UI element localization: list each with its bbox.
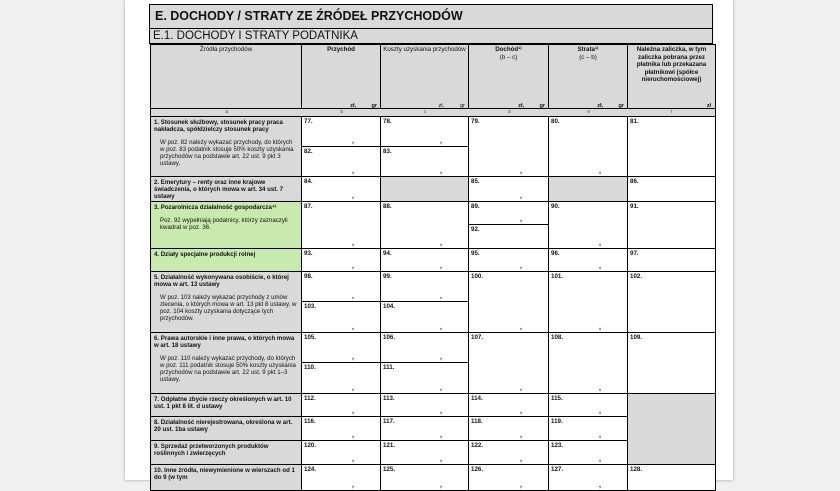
amount-field-104[interactable] xyxy=(380,301,469,333)
amount-field-114[interactable] xyxy=(468,393,549,417)
amount-field-81[interactable] xyxy=(627,116,716,177)
field-number: 119. xyxy=(551,418,563,425)
source-title: 9. Sprzedaż przetworzonych produktów roślinnych i zwierzęcych xyxy=(154,443,269,457)
field-number: 93. xyxy=(304,250,313,257)
amount-field-97[interactable] xyxy=(627,248,716,272)
unit-gr: gr xyxy=(539,102,545,109)
field-number: 114. xyxy=(471,395,483,402)
field-number: 121. xyxy=(383,442,396,449)
decimal-comma: , xyxy=(440,354,442,361)
source-note: W poz. 103 należy wykazać przychody z umów zlecenia, o których mowa w art. 13 pkt 8 ustawy, w poz. 104 koszty uzyskania dotyczące tych przychodów. xyxy=(160,294,297,322)
column-letter: a xyxy=(225,109,229,114)
source-row-r9 xyxy=(150,440,302,465)
header-loss-label: Strata¹⁾ xyxy=(577,46,599,53)
amount-field-85[interactable] xyxy=(468,176,549,202)
amount-field-102[interactable] xyxy=(627,271,716,333)
amount-field-100[interactable] xyxy=(468,271,549,333)
field-number: 84. xyxy=(304,178,313,185)
field-number: 100. xyxy=(471,273,484,280)
source-row-r3 xyxy=(150,201,302,249)
field-number: 109. xyxy=(630,334,643,341)
header-costs xyxy=(380,44,469,114)
amount-field-96[interactable] xyxy=(548,248,628,272)
decimal-comma: , xyxy=(440,138,442,145)
header-advance xyxy=(627,44,716,114)
amount-field-110[interactable] xyxy=(301,362,381,394)
source-note: W poz. 82 należy wykazać przychody, do których w poz. 83 podatnik stosuje 50% koszty uzyskania przychodów na podstawie art. 22 ust. 9 pkt 3 ustawy. xyxy=(160,139,294,167)
tax-form-page xyxy=(125,0,733,489)
decimal-comma: , xyxy=(520,216,522,223)
decimal-comma: , xyxy=(352,432,354,439)
unit-zl: zł, xyxy=(350,102,356,109)
field-number: 88. xyxy=(383,203,392,210)
decimal-comma: , xyxy=(440,263,442,270)
decimal-comma: , xyxy=(599,168,601,175)
field-number: 87. xyxy=(304,203,313,210)
decimal-comma: , xyxy=(520,263,522,270)
amount-field-106[interactable] xyxy=(380,332,469,363)
amount-field-109[interactable] xyxy=(627,332,716,394)
unit-gr: gr xyxy=(371,102,377,109)
amount-field-103[interactable] xyxy=(301,301,381,333)
amount-field-115[interactable] xyxy=(548,393,628,417)
decimal-comma: , xyxy=(599,482,601,489)
amount-field-84[interactable] xyxy=(301,176,381,202)
amount-field-125[interactable] xyxy=(380,464,469,491)
field-number: 108. xyxy=(551,334,564,341)
amount-field-83[interactable] xyxy=(380,146,469,177)
source-row-r6 xyxy=(150,332,302,394)
field-number: 77. xyxy=(304,118,313,125)
amount-field-107[interactable] xyxy=(468,332,549,394)
decimal-comma: , xyxy=(352,385,354,392)
field-number: 122. xyxy=(471,442,484,449)
amount-field-86[interactable] xyxy=(627,176,716,202)
amount-field-113[interactable] xyxy=(380,393,469,417)
amount-field-108[interactable] xyxy=(548,332,628,394)
field-number: 125. xyxy=(383,466,396,473)
amount-field-80[interactable] xyxy=(548,116,628,177)
source-title: 1. Stosunek służbowy, stosunek pracy praca nakładcza, spółdzielczy stosunek pracy xyxy=(154,119,283,133)
amount-field-93[interactable] xyxy=(301,248,381,272)
field-number: 127. xyxy=(551,466,564,473)
decimal-comma: , xyxy=(440,482,442,489)
field-number: 102. xyxy=(630,273,643,280)
source-note: Poz. 92 wypełniają podatnicy, którzy zaznaczyli kwadrat w poz. 36. xyxy=(160,217,288,231)
amount-field-87[interactable] xyxy=(301,201,381,249)
field-number: 91. xyxy=(630,203,639,210)
amount-field-127[interactable] xyxy=(548,464,628,491)
header-loss xyxy=(548,44,628,114)
amount-field-105[interactable] xyxy=(301,332,381,363)
field-number: 78. xyxy=(383,118,392,125)
decimal-comma: , xyxy=(599,456,601,463)
decimal-comma: , xyxy=(440,324,442,331)
decimal-comma: , xyxy=(352,168,354,175)
field-number: 90. xyxy=(551,203,560,210)
decimal-comma: , xyxy=(352,482,354,489)
amount-field-79[interactable] xyxy=(468,116,549,177)
decimal-comma: , xyxy=(599,240,601,247)
decimal-comma: , xyxy=(440,240,442,247)
decimal-comma: , xyxy=(440,293,442,300)
amount-field-99[interactable] xyxy=(380,271,469,302)
amount-field-78[interactable] xyxy=(380,116,469,147)
field-number: 117. xyxy=(383,418,395,425)
field-number: 111. xyxy=(383,364,395,371)
amount-field-123[interactable] xyxy=(548,440,628,465)
amount-field-128[interactable] xyxy=(627,464,716,491)
decimal-comma: , xyxy=(352,456,354,463)
field-number: 89. xyxy=(471,203,480,210)
amount-field-116[interactable] xyxy=(301,416,381,441)
unit-zl: zł, xyxy=(438,102,444,109)
field-number: 97. xyxy=(630,250,639,257)
decimal-comma: , xyxy=(599,432,601,439)
field-number: 103. xyxy=(304,303,317,310)
amount-field-91[interactable] xyxy=(627,201,716,249)
shaded-field xyxy=(627,393,716,465)
field-number: 120. xyxy=(304,442,317,449)
decimal-comma: , xyxy=(440,456,442,463)
field-number: 95. xyxy=(471,250,480,257)
header-revenue-label: Przychód xyxy=(327,46,355,53)
decimal-comma: , xyxy=(352,240,354,247)
header-costs-label: Koszty uzyskania przychodów xyxy=(383,46,466,53)
decimal-comma: , xyxy=(599,385,601,392)
amount-field-98[interactable] xyxy=(301,271,381,302)
decimal-comma: , xyxy=(520,193,522,200)
shaded-field xyxy=(548,176,628,202)
amount-field-120[interactable] xyxy=(301,440,381,465)
field-number: 106. xyxy=(383,334,396,341)
field-number: 113. xyxy=(383,395,395,402)
field-number: 101. xyxy=(551,273,564,280)
field-number: 85. xyxy=(471,178,480,185)
amount-field-89[interactable] xyxy=(468,201,549,225)
field-number: 82. xyxy=(304,148,313,155)
amount-field-88[interactable] xyxy=(380,201,469,249)
field-number: 83. xyxy=(383,148,392,155)
field-number: 105. xyxy=(304,334,317,341)
source-row-r2 xyxy=(150,176,302,202)
decimal-comma: , xyxy=(440,385,442,392)
source-title: 2. Emerytury – renty oraz inne krajowe świadczenia, o których mowa w art. 34 ust. 7 ustawy xyxy=(154,179,284,200)
section-title: E. DOCHODY / STRATY ZE ŹRÓDEŁ PRZYCHODÓW xyxy=(149,4,713,29)
decimal-comma: , xyxy=(599,263,601,270)
amount-field-118[interactable] xyxy=(468,416,549,441)
decimal-comma: , xyxy=(599,324,601,331)
decimal-comma: , xyxy=(352,354,354,361)
amount-field-92[interactable] xyxy=(468,224,549,249)
decimal-comma: , xyxy=(520,324,522,331)
amount-field-95[interactable] xyxy=(468,248,549,272)
decimal-comma: , xyxy=(520,432,522,439)
source-row-r4 xyxy=(150,248,302,272)
amount-field-94[interactable] xyxy=(380,248,469,272)
source-title: 6. Prawa autorskie i inne prawa, o których mowa w art. 18 ustawy xyxy=(154,335,295,349)
source-note: W poz. 110 należy wykazać przychody, do których w poz. 111 podatnik stosuje 50% koszty uzyskania przychodów na podstawie art. 22 ust. 9 pkt 1–3 ustawy. xyxy=(160,355,296,383)
amount-field-122[interactable] xyxy=(468,440,549,465)
column-letter: c xyxy=(424,109,427,114)
field-number: 80. xyxy=(551,118,560,125)
source-row-r5 xyxy=(150,271,302,333)
header-income-label: Dochód¹⁾ xyxy=(495,46,522,53)
source-row-r10 xyxy=(150,464,302,491)
subsection-title: E.1. DOCHODY I STRATY PODATNIKA xyxy=(149,29,713,44)
field-number: 126. xyxy=(471,466,484,473)
header-income xyxy=(468,44,549,114)
source-row-r1 xyxy=(150,116,302,177)
amount-field-119[interactable] xyxy=(548,416,628,441)
source-title: 4. Działy specjalne produkcji rolnej xyxy=(154,251,256,258)
decimal-comma: , xyxy=(520,408,522,415)
field-number: 110. xyxy=(304,364,316,371)
decimal-comma: , xyxy=(352,293,354,300)
decimal-comma: , xyxy=(440,408,442,415)
unit-zl: zł, xyxy=(518,102,524,109)
header-sources xyxy=(150,44,302,114)
decimal-comma: , xyxy=(352,193,354,200)
field-number: 124. xyxy=(304,466,317,473)
field-number: 123. xyxy=(551,442,564,449)
amount-field-124[interactable] xyxy=(301,464,381,491)
decimal-comma: , xyxy=(599,408,601,415)
amount-field-121[interactable] xyxy=(380,440,469,465)
amount-field-90[interactable] xyxy=(548,201,628,249)
source-title: 3. Pozarolnicza działalność gospodarcza⁴⁾ xyxy=(154,204,277,211)
field-number: 86. xyxy=(630,178,639,185)
decimal-comma: , xyxy=(440,168,442,175)
decimal-comma: , xyxy=(352,324,354,331)
field-number: 81. xyxy=(630,118,639,125)
source-title: 7. Odpłatne zbycie rzeczy określonych w art. 10 ust. 1 pkt 8 lit. d ustawy xyxy=(154,396,292,410)
decimal-comma: , xyxy=(352,138,354,145)
field-number: 116. xyxy=(304,418,316,425)
field-number: 99. xyxy=(383,273,392,280)
field-number: 118. xyxy=(471,418,483,425)
unit-zl: zł xyxy=(706,102,711,109)
field-number: 96. xyxy=(551,250,560,257)
header-advance-label: Należna zaliczka, w tym zaliczka pobrana przez płatnika lub przekazana płatnikowi (spółce nieruchomościowej) xyxy=(636,46,707,83)
source-title: 5. Działalność wykonywana osobiście, o której mowa w art. 13 ustawy xyxy=(154,274,289,288)
source-title: 10. Inne źródła, niewymienione w wierszach od 1 do 9 (w tym xyxy=(154,467,295,481)
decimal-comma: , xyxy=(440,432,442,439)
column-letter: b xyxy=(340,109,344,114)
amount-field-111[interactable] xyxy=(380,362,469,394)
source-row-r8 xyxy=(150,416,302,441)
header-revenue xyxy=(301,44,381,114)
decimal-comma: , xyxy=(520,482,522,489)
field-number: 112. xyxy=(304,395,316,402)
field-number: 92. xyxy=(471,226,480,233)
amount-field-126[interactable] xyxy=(468,464,549,491)
header-loss-formula: (c – b) xyxy=(579,53,597,61)
field-number: 98. xyxy=(304,273,313,280)
amount-field-117[interactable] xyxy=(380,416,469,441)
column-letter: d xyxy=(508,109,511,114)
header-sources-label: Źródła przychodów xyxy=(199,46,253,53)
amount-field-112[interactable] xyxy=(301,393,381,417)
amount-field-101[interactable] xyxy=(548,271,628,333)
header-income-formula: (b – c) xyxy=(499,53,518,61)
field-number: 79. xyxy=(471,118,480,125)
decimal-comma: , xyxy=(352,408,354,415)
amount-field-77[interactable] xyxy=(301,116,381,147)
field-number: 107. xyxy=(471,334,484,341)
amount-field-82[interactable] xyxy=(301,146,381,177)
decimal-comma: , xyxy=(520,385,522,392)
unit-zl: zł, xyxy=(597,102,603,109)
field-number: 94. xyxy=(383,250,392,257)
field-number: 128. xyxy=(630,466,643,473)
unit-gr: gr xyxy=(618,102,624,109)
column-letter: e xyxy=(587,109,591,114)
source-title: 8. Działalność nierejestrowana, określona w art. 20 ust. 1ba ustawy xyxy=(154,419,293,433)
field-number: 104. xyxy=(383,303,396,310)
shaded-field xyxy=(380,176,469,202)
decimal-comma: , xyxy=(520,456,522,463)
decimal-comma: , xyxy=(520,168,522,175)
unit-gr: gr xyxy=(460,102,465,109)
decimal-comma: , xyxy=(352,263,354,270)
column-letter: f xyxy=(671,109,673,114)
source-row-r7 xyxy=(150,393,302,417)
field-number: 115. xyxy=(551,395,563,402)
